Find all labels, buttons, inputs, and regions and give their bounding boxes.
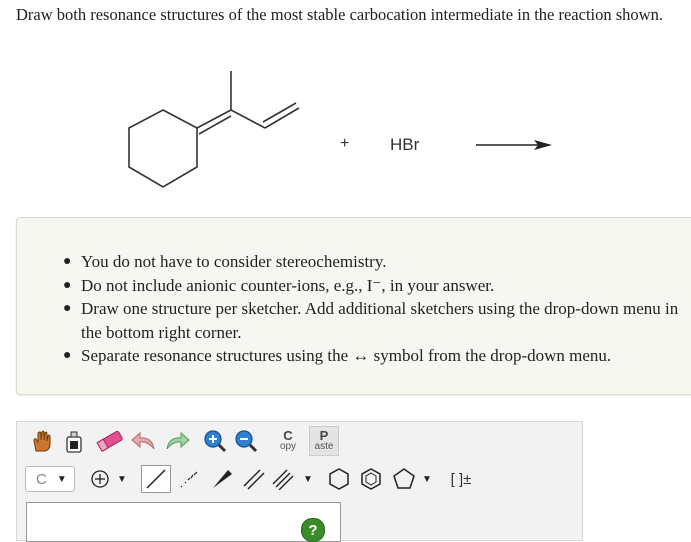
- chevron-down-icon: ▼: [422, 473, 432, 485]
- bracket-tool[interactable]: [ ]±: [450, 470, 472, 488]
- double-bond-icon: [242, 468, 266, 490]
- bullet-icon: ●: [63, 348, 72, 363]
- bullet-icon: ●: [63, 254, 72, 269]
- chevron-down-icon: ▼: [303, 473, 313, 485]
- chevron-down-icon: ▼: [117, 473, 127, 485]
- hashed-bond-icon: [177, 468, 201, 490]
- cyclopentane-template-tool[interactable]: [389, 466, 435, 492]
- undo-icon[interactable]: [129, 428, 159, 454]
- instructions-list: [63, 250, 691, 368]
- charge-selector[interactable]: [85, 466, 131, 492]
- reactant-structure: [0, 60, 691, 200]
- triple-bond-icon: [271, 468, 297, 490]
- reaction-arrow-icon: [474, 137, 556, 153]
- redo-icon[interactable]: [162, 428, 192, 454]
- instruction-item: ● Separate resonance structures using the ↔ symbol from the drop-down menu.: [81, 344, 691, 368]
- double-bond-tool[interactable]: [239, 466, 269, 492]
- element-selector[interactable]: C ▼: [25, 466, 75, 492]
- instruction-item: ● Do not include anionic counter-ions, e.g., I⁻, in your answer.: [81, 274, 691, 298]
- drawing-canvas[interactable]: [26, 502, 341, 542]
- instructions-box: [16, 217, 691, 395]
- single-bond-tool[interactable]: [141, 465, 171, 493]
- eraser-icon[interactable]: [95, 428, 125, 454]
- molecule-sketcher: [16, 421, 583, 541]
- bullet-icon: ●: [63, 277, 72, 293]
- chevron-down-icon: ▼: [56, 473, 67, 485]
- benzene-icon: [359, 467, 383, 491]
- triple-bond-tool[interactable]: [269, 466, 315, 492]
- copy-button[interactable]: C opy: [279, 428, 297, 452]
- hashed-bond-tool[interactable]: [174, 466, 204, 492]
- benzene-template-tool[interactable]: [357, 466, 385, 492]
- wedge-bond-tool[interactable]: [207, 466, 237, 492]
- hexagon-icon: [327, 467, 351, 491]
- reaction-scheme: [0, 60, 691, 200]
- help-button[interactable]: ?: [301, 518, 325, 542]
- zoom-in-icon[interactable]: [202, 428, 228, 454]
- charge-plus-icon: [89, 468, 111, 490]
- bullet-icon: ●: [63, 301, 72, 316]
- hand-tool-icon[interactable]: [29, 428, 55, 454]
- paste-button[interactable]: P aste: [309, 426, 339, 456]
- single-bond-icon: [144, 468, 168, 490]
- pentagon-icon: [392, 467, 416, 491]
- wedge-bond-icon: [210, 468, 234, 490]
- instruction-item: ● Draw one structure per sketcher. Add additional sketchers using the drop-down menu in the bottom right corner.: [63, 299, 679, 342]
- cyclohexane-template-tool[interactable]: [325, 466, 353, 492]
- reagent-hbr: HBr: [390, 135, 420, 154]
- erase-all-icon[interactable]: [61, 428, 87, 454]
- instruction-item: ● You do not have to consider stereochemistry.: [81, 250, 691, 274]
- zoom-out-icon[interactable]: [233, 428, 259, 454]
- plus-sign: +: [340, 135, 350, 152]
- question-text: Draw both resonance structures of the most stable carbocation intermediate in the reaction shown.: [16, 5, 663, 24]
